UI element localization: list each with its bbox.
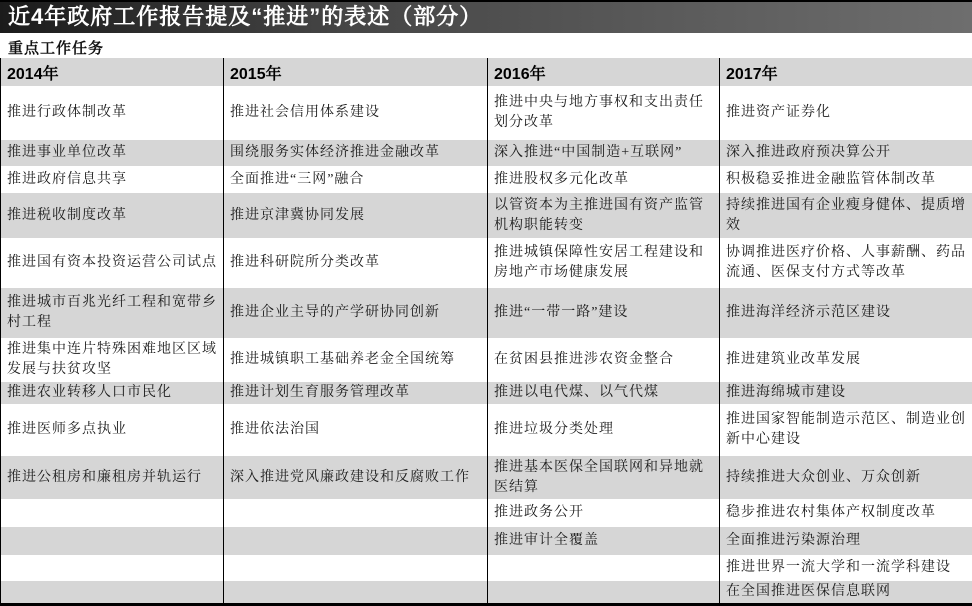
table-row xyxy=(1,404,972,456)
table-cell xyxy=(488,581,720,605)
title-bar xyxy=(0,0,972,33)
table-cell: 推进社会信用体系建设 xyxy=(224,86,488,140)
table-cell: 推进京津冀协同发展 xyxy=(224,193,488,238)
table-cell: 深入推进“中国制造+互联网” xyxy=(488,140,720,166)
table-cell xyxy=(224,527,488,555)
table-cell: 围绕服务实体经济推进金融改革 xyxy=(224,140,488,166)
table-cell xyxy=(224,555,488,581)
table-row xyxy=(1,555,972,581)
table-row xyxy=(1,581,972,605)
table-cell: 在全国推进医保信息联网 xyxy=(720,581,972,605)
table-row xyxy=(1,166,972,193)
table-row xyxy=(1,140,972,166)
table-cell: 推进城市百兆光纤工程和宽带乡村工程 xyxy=(1,288,224,338)
table-cell xyxy=(1,527,224,555)
table-cell: 推进计划生育服务管理改革 xyxy=(224,382,488,404)
column-header-2015: 2015年 xyxy=(224,58,488,86)
table-cell: 推进中央与地方事权和支出责任划分改革 xyxy=(488,86,720,140)
table-cell: 推进“一带一路”建设 xyxy=(488,288,720,338)
table-cell: 推进公租房和廉租房并轨运行 xyxy=(1,456,224,499)
table-cell: 推进资产证券化 xyxy=(720,86,972,140)
table-cell: 推进政务公开 xyxy=(488,499,720,527)
table-cell: 推进政府信息共享 xyxy=(1,166,224,193)
table-row xyxy=(1,527,972,555)
table-cell: 推进城镇保障性安居工程建设和房地产市场健康发展 xyxy=(488,238,720,288)
table-cell: 推进科研院所分类改革 xyxy=(224,238,488,288)
table-row xyxy=(1,499,972,527)
table-cell: 全面推进污染源治理 xyxy=(720,527,972,555)
table-cell: 推进海绵城市建设 xyxy=(720,382,972,404)
table-cell: 以管资本为主推进国有资产监管机构职能转变 xyxy=(488,193,720,238)
table-cell: 推进世界一流大学和一流学科建设 xyxy=(720,555,972,581)
table-cell: 推进建筑业改革发展 xyxy=(720,338,972,382)
table-cell: 推进海洋经济示范区建设 xyxy=(720,288,972,338)
table-row xyxy=(1,86,972,140)
work-tasks-table xyxy=(0,58,972,606)
table-cell xyxy=(1,581,224,605)
table-cell: 推进集中连片特殊困难地区区域发展与扶贫攻坚 xyxy=(1,338,224,382)
table-row xyxy=(1,288,972,338)
table-cell: 全面推进“三网”融合 xyxy=(224,166,488,193)
table-cell: 推进国家智能制造示范区、制造业创新中心建设 xyxy=(720,404,972,456)
table-cell: 深入推进党风廉政建设和反腐败工作 xyxy=(224,456,488,499)
table-row xyxy=(1,338,972,382)
table-cell xyxy=(224,499,488,527)
table-cell: 推进事业单位改革 xyxy=(1,140,224,166)
table-row xyxy=(1,382,972,404)
table-row xyxy=(1,193,972,238)
table-subtitle: 重点工作任务 xyxy=(0,33,972,58)
table-cell: 持续推进国有企业瘦身健体、提质增效 xyxy=(720,193,972,238)
table-cell: 推进股权多元化改革 xyxy=(488,166,720,193)
table-cell: 推进基本医保全国联网和异地就医结算 xyxy=(488,456,720,499)
table-cell: 推进审计全覆盖 xyxy=(488,527,720,555)
table-cell: 推进以电代煤、以气代煤 xyxy=(488,382,720,404)
table-cell xyxy=(1,555,224,581)
table-cell: 推进城镇职工基础养老金全国统筹 xyxy=(224,338,488,382)
table-cell: 推进税收制度改革 xyxy=(1,193,224,238)
table-cell: 在贫困县推进涉农资金整合 xyxy=(488,338,720,382)
table-cell xyxy=(488,555,720,581)
column-header-2014: 2014年 xyxy=(1,58,224,86)
table-cell: 协调推进医疗价格、人事薪酬、药品流通、医保支付方式等改革 xyxy=(720,238,972,288)
table-cell xyxy=(1,499,224,527)
table-row xyxy=(1,456,972,499)
table-cell: 积极稳妥推进金融监管体制改革 xyxy=(720,166,972,193)
table-cell: 稳步推进农村集体产权制度改革 xyxy=(720,499,972,527)
table-cell: 推进医师多点执业 xyxy=(1,404,224,456)
table-cell: 推进企业主导的产学研协同创新 xyxy=(224,288,488,338)
table-row xyxy=(1,238,972,288)
table-cell: 推进行政体制改革 xyxy=(1,86,224,140)
page-title: 近4年政府工作报告提及“推进”的表述（部分） xyxy=(8,4,482,29)
table-cell: 推进国有资本投资运营公司试点 xyxy=(1,238,224,288)
table-cell: 推进农业转移人口市民化 xyxy=(1,382,224,404)
table-cell: 推进依法治国 xyxy=(224,404,488,456)
column-header-2017: 2017年 xyxy=(720,58,972,86)
header-row xyxy=(1,58,972,86)
column-header-2016: 2016年 xyxy=(488,58,720,86)
table-cell: 持续推进大众创业、万众创新 xyxy=(720,456,972,499)
table-cell xyxy=(224,581,488,605)
table-cell: 深入推进政府预决算公开 xyxy=(720,140,972,166)
table-body xyxy=(1,86,972,605)
table-cell: 推进垃圾分类处理 xyxy=(488,404,720,456)
